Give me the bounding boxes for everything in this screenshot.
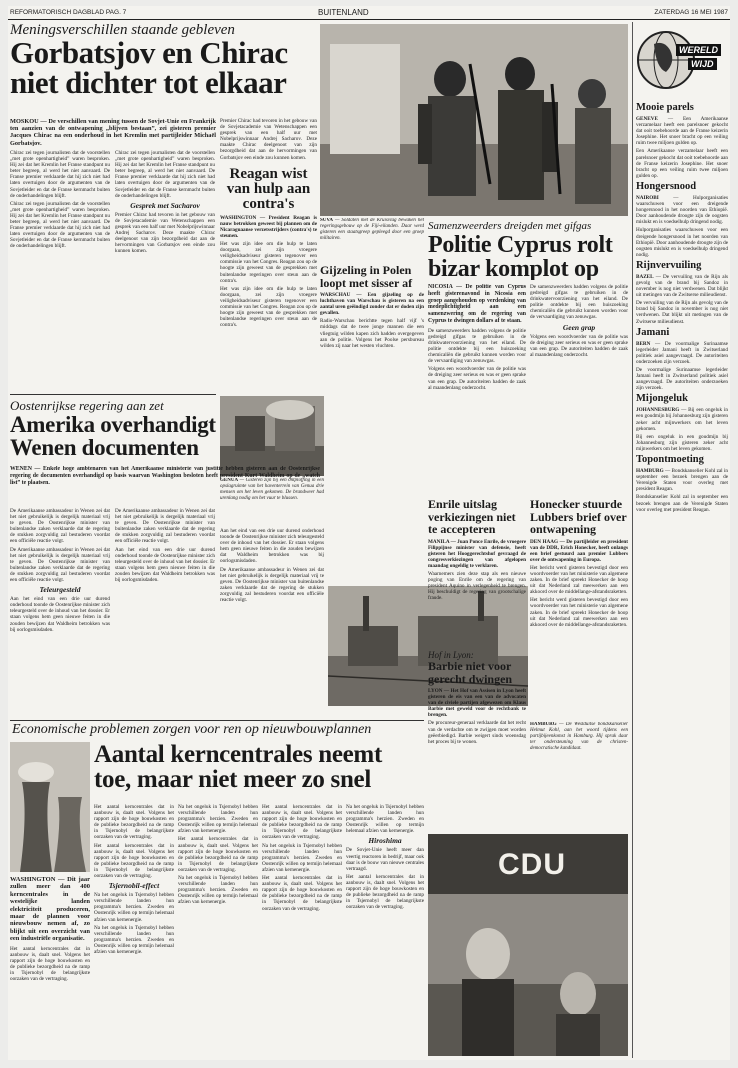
barbie-body: De procureur-generaal verklaarde dat het recht van de verdachte om te zwijgen moet worden geëerbiedigd. Barbie weigert sinds woensdag het proces bij te wonen. <box>428 720 526 745</box>
amerika-header <box>10 398 216 468</box>
lead-story-header <box>10 22 315 112</box>
kerncentrales-dateline: WASHINGTON <box>10 876 56 883</box>
amerika-body-2-col2: Aan het eind van een drie uur durend onderhoud toonde de Oostenrijkse minister zich teleurgesteld over de inhoud van het dossier. Er staan volgens hem geen nieuwe feiten in die zouden bewijzen dat Waldheim betrokken was bij oorlogsmisdaden. <box>115 546 215 584</box>
cyprus-header <box>428 220 628 280</box>
sidebar-item-title: Rijnvervuiling <box>636 259 702 271</box>
barbie-dateline: LYON <box>428 688 443 694</box>
cyprus-body: De samenzweerders hadden volgens de politie gedreigd gifgas te gebruiken in de drinkwatervoorziening van het eiland. De politie ontdekte bij een huiszoeking chemicaliën die gebruikt kunnen worden voor de vervaardiging van zenuwgas. <box>428 327 526 365</box>
gijzeling-story <box>320 264 424 390</box>
amerika-body-repeat: De Amerikaanse ambassadeur in Wenen zei dat het niet gebruikelijk is dergelijk materiaal vrij te geven. De Oostenrijkse minister van buitenlandse zaken verklaarde dat de regering de stukken zorgvuldig zal bestuderen voordat een officiële reactie volgt. <box>10 546 110 584</box>
lead-body-col-1 <box>10 150 110 390</box>
sidebar-item-text-extra: Een Amerikaanse verzamelaar heeft een parelsnoer gekocht dat ooit toebehoorde aan de Franse keizerin Josephine. Het snoer bracht op een veiling ruim twee miljoen gulden op. <box>636 148 728 179</box>
sidebar-item-text-line: NAIROBI — Hulporganisaties waarschuwen voor een dreigende hongersnood in het noorden van Ethiopië. Door aanhoudende droogte zijn de oogsten mislukt en is voedselhulp dringend nodig. <box>636 194 728 226</box>
top-photo-caption <box>320 218 424 262</box>
cyprus-lead: De politie van Cyprus heeft gisterenavond in Nicosia een groep aangehouden op verdenking van medeplichtigheid aan een samenzwering om de regering van Cyprus te dwingen dollars af te staan. <box>428 284 526 324</box>
cyprus-lead-line: NICOSIA — De politie van Cyprus heeft gisterenavond in Nicosia een groep aangehouden op verdenking van medeplichtigheid aan een samenzwering om de regering van Cyprus te dwingen dollars af te staan. <box>428 284 526 324</box>
enrile-headline: Enrile uitslag verkiezingen niet te accepteren <box>428 498 516 536</box>
newspaper-page <box>8 6 730 1060</box>
top-photo-caption-text: SUVA — Soldaten met de Kruisvlag bewaken het regeringsgebouw op de Fiji-eilanden. Daar werd gisteren een staatsgreep gepleegd door een groep militairen. <box>320 218 424 241</box>
top-photo-caption-body: Soldaten met de Kruisvlag bewaken het regeringsgebouw op de Fiji-eilanden. Daar werd gisteren een staatsgreep gepleegd door een groep militairen. <box>320 218 424 241</box>
reagan-body-repeat: Het was zijn idee om die hulp te laten doorgaan, zei zijn vroegere veiligheidsadviseur gisteren tegenover een commissie van het Congres. Reagan zou op de hoogte zijn geweest van de gesprekken met buitenlandse regeringen over steun aan de contra's. <box>220 285 317 329</box>
sidebar-item-text-line: GENEVE — Een Amerikaanse verzamelaar heeft een parelsnoer gekocht dat ooit toebehoorde aan de Franse keizerin Josephine. Het snoer bracht op een veiling ruim twee miljoen gulden op. <box>636 116 728 147</box>
kerncentrales-subhead: Tsjernobil-effect <box>108 881 160 891</box>
kerncentrales-body-2: Na het ongeluk in Tsjernobyl hebben verschillende landen hun programma's herzien. Zweden en Oostenrijk willen op termijn helemaal afzien van kernenergie. <box>94 892 174 923</box>
hamburg-caption-label: HAMBURG <box>530 722 557 727</box>
gijzeling-body: Radio-Warschau berichtte tegen half vijf 's middags dat de twee jonge mannen die een vliegtuig wilden kapen zich hadden overgegeven aan de politie. Volgens het Poolse persbureau wilden zij naar het westen vluchten. <box>320 318 424 349</box>
kerncentrales-body-3: De Sovjet-Unie heeft meer dan veertig reactoren in bedrijf, maar ook daar is de bouw van nieuwe centrales vertraagd. <box>346 847 424 872</box>
kerncentrales-body-col4: Na het ongeluk in Tsjernobyl hebben verschillende landen hun programma's herzien. Zweden en Oostenrijk willen op termijn helemaal afzien van kernenergie. <box>346 804 424 835</box>
cyprus-body-repeat: Volgens een woordvoerder van de politie was de dreiging zeer serieus en was er geen sprake van een grap. De autoriteiten hadden de zaak al maandenlang onderzocht. <box>428 366 526 391</box>
kerncentrales-body-col2: Na het ongeluk in Tsjernobyl hebben verschillende landen hun programma's herzien. Zweden en Oostenrijk willen op termijn helemaal afzien van kernenergie. <box>178 804 258 835</box>
amerika-lead-block <box>10 466 320 506</box>
amerika-kicker: Oostenrijkse regering aan zet <box>10 398 164 413</box>
barbie-story <box>428 650 526 830</box>
sidebar-item-text: Hulporganisaties waarschuwen voor een dreigende hongersnood in het noorden van Ethiopië. Door aanhoudende droogte zijn de oogsten mislukt en is voedselhulp dringend nodig. <box>636 194 728 226</box>
masthead-left: REFORMATORISCH DAGBLAD PAG. 7 <box>10 9 127 16</box>
kerncentrales-headline-2: toe, maar niet meer zo snel <box>94 766 371 793</box>
honecker-body-repeat: Het bericht werd gisteren bevestigd door een woordvoerder van het ministerie van algemene zaken. In de brief spreekt Honecker de hoop uit dat Nederland zal meewerken aan een akkoord over de middellange-afstandsraketten. <box>530 597 628 628</box>
wereld-wijd-logo <box>636 22 728 100</box>
sidebar-item-dateline: GENEVE <box>636 116 658 122</box>
sidebar-item-text: Een Amerikaanse verzamelaar heeft een parelsnoer gekocht dat ooit toebehoorde aan de Franse keizerin Josephine. Het snoer bracht op een veiling ruim twee miljoen gulden op. <box>636 116 728 147</box>
enrile-lead: Juan Ponce Enrile, de vroegere Filippijnse minister van defensie, heeft gisteren het Hooggerechtshof gevraagd de congresverkiezingen van afgelopen maandag ongeldig te verklaren. <box>428 538 526 569</box>
amerika-subhead: Teleurgesteld <box>39 585 81 595</box>
kerncentrales-lead: Dit jaar zullen meer dan 400 kerncentrales in de westelijke landen elektriciteit produceren, maar de plannen voor nieuwbouw nemen af, zo blijkt uit een overzicht van een industriële organisatie. <box>10 876 90 943</box>
amerika-body-2: Aan het eind van een drie uur durend onderhoud toonde de Oostenrijkse minister zich teleurgesteld over de inhoud van het dossier. Er staan volgens hem geen nieuwe feiten in die zouden bewijzen dat Waldheim betrokken was bij oorlogsmisdaden. <box>10 596 110 633</box>
lead-body-col-2 <box>115 150 215 390</box>
sidebar-item-title: Jamani <box>636 326 670 338</box>
kerncentrales-body-repeat: Het aantal kerncentrales dat in aanbouw is, daalt snel. Volgens het rapport zijn de hoge bouwkosten en de publieke bezorgdheid na de ramp in Tsjernobyl de belangrijkste oorzaken van de vertraging. <box>94 842 174 880</box>
sidebar-item-title: Hongersnood <box>636 180 697 192</box>
kerncentrales-body-lead-col: Het aantal kerncentrales dat in aanbouw is, daalt snel. Volgens het rapport zijn de hoge bouwkosten en de publieke bezorgdheid na de ramp in Tsjernobyl de belangrijkste oorzaken van de vertraging. <box>10 945 90 983</box>
amerika-dateline: WENEN <box>10 466 32 472</box>
sidebar-item-dateline: HAMBURG <box>636 468 664 475</box>
kerncentrales-body-col3: Het aantal kerncentrales dat in aanbouw is, daalt snel. Volgens het rapport zijn de hoge bouwkosten en de publieke bezorgdheid na de ramp in Tsjernobyl de belangrijkste oorzaken van de vertraging. <box>262 804 342 841</box>
amerika-col-3 <box>220 528 324 718</box>
enrile-lead-line: MANILA — Juan Ponce Enrile, de vroegere Filippijnse minister van defensie, heeft gisteren het Hooggerechtshof gevraagd de congresverkiezingen van afgelopen maandag ongeldig te verklaren. <box>428 538 526 569</box>
kerncentrales-body-3-repeat: Het aantal kerncentrales dat in aanbouw is, daalt snel. Volgens het rapport zijn de hoge bouwkosten en de publieke bezorgdheid na de ramp in Tsjernobyl de belangrijkste oorzaken van de vertraging. <box>346 873 424 911</box>
gijzeling-headline: Gijzeling in Polen loopt met sisser af <box>320 264 413 290</box>
reagan-story <box>220 118 317 390</box>
amerika-body-col3-b: De Amerikaanse ambassadeur in Wenen zei dat het niet gebruikelijk is dergelijk materiaal vrij te geven. De Oostenrijkse minister van buitenlandse zaken verklaarde dat de regering de stukken zorgvuldig zal bestuderen voordat een officiële reactie volgt. <box>220 566 324 604</box>
cyprus-headline-1: Politie Cyprus rolt <box>428 232 613 258</box>
amerika-col-2 <box>115 508 215 718</box>
reagan-pre-body: Premier Chirac had tevoren in het gebouw van de Sovjetacademie van Wetenschappen een gesprek van een half uur met Nobelprijswinnaar Andrej Sacharov. Deze maakte Chirac deelgenoot van zijn bezorgdheid dat aan de hervormingen van Gorbatsjov een einde zou kunnen komen. <box>220 118 317 161</box>
kerncentrales-col-2 <box>178 804 258 1056</box>
amerika-col-1 <box>10 508 110 718</box>
masthead-date: ZATERDAG 16 MEI 1987 <box>654 9 728 16</box>
amerika-lead: Enkele hoge ambtenaren van het Amerikaanse ministerie van justitie hebben gisteren aan de Oostenrijkse regering de documenten overhandigd op basis waarvan Washington besloten heeft president Kurt Waldheim op de „watch list” te plaatsen. <box>10 466 320 486</box>
kerncentrales-col-1 <box>94 804 174 1056</box>
enrile-dateline: MANILA <box>428 538 450 545</box>
lead-body-col2: Chirac zei tegen journalisten dat de voorstellen „met grote openhartigheid” waren besproken. Hij zei dat het Kremlin het Franse standpunt nu beter begreep, al werd het niet aanvaard. De Franse premier verklaarde dat hij zich niet had laten overtuigen door de argumenten van de Sovjetleider en dat de Franse kernmacht buiten de onderhandelingen blijft. <box>115 150 215 199</box>
enrile-story <box>428 498 526 648</box>
kerncentrales-body-col2-b: Het aantal kerncentrales dat in aanbouw is, daalt snel. Volgens het rapport zijn de hoge bouwkosten en de publieke bezorgdheid na de ramp in Tsjernobyl de belangrijkste oorzaken van de vertraging. <box>178 836 258 873</box>
sidebar-item-text-line: BERN — De voormalige Surinaamse legerleider Jamani heeft in Zwitserland politiek asiel aangevraagd. De autoriteiten onderzoeken zijn verzoek. <box>636 340 728 365</box>
genua-caption-label: GENUA <box>220 478 239 483</box>
sidebar-item-title: Mooie parels <box>636 102 694 113</box>
hamburg-caption-body: De Westduitse bondskanselier Helmut Kohl, aan het woord tijdens een partijbijeenkomst in Hamburg. Hij sprak daar ter ondersteuning van de christen-democratische kandidaat. <box>530 722 628 751</box>
lead-subhead: Gesprek met Sacharov <box>130 200 200 210</box>
amerika-lead-line: WENEN — Enkele hoge ambtenaren van het Amerikaanse ministerie van justitie hebben gisteren aan de Oostenrijkse regering de documenten overhandigd op basis waarvan Washington besloten heeft president Kurt Waldheim op de „watch list” te plaatsen. <box>10 466 320 486</box>
sidebar-item-text: Bondskanselier Kohl zal in september een bezoek brengen aan de Verenigde Staten voor overleg met president Reagan. <box>636 468 728 493</box>
kerncentrales-lead-col <box>10 876 90 1056</box>
honecker-lead: De partijleider en president van de DDR, Erich Honecker, heeft onlangs een brief gestuurd aan premier Lubbers over de ontwapening in Europa. <box>530 538 628 563</box>
soldiers-photo <box>320 24 628 216</box>
powerplant-illustration <box>10 742 90 872</box>
sidebar-item-title: Topontmoeting <box>636 454 704 466</box>
sidebar-item-text: De vervuiling van de Rijn als gevolg van de brand bij Sandoz in november is nog niet verdwenen. Dat blijkt uit metingen van de Zwitserse milieudienst. <box>636 273 728 299</box>
sidebar-item <box>636 454 728 513</box>
sidebar-item-text-extra: Bij een ongeluk in een goudmijn bij Johannesburg zijn gisteren zeker acht mijnwerkers om het leven gekomen. <box>636 433 728 452</box>
sidebar-item-text-line: HAMBURG — Bondskanselier Kohl zal in september een bezoek brengen aan de Verenigde Staten voor overleg met president Reagan. <box>636 468 728 493</box>
sidebar-item-text: De voormalige Surinaamse legerleider Jamani heeft in Zwitserland politiek asiel aangevraagd. De autoriteiten onderzoeken zijn verzoek. <box>636 340 728 365</box>
reagan-body: Het was zijn idee om die hulp te laten doorgaan, zei zijn vroegere veiligheidsadviseur gisteren tegenover een commissie van het Congres. Reagan zou op de hoogte zijn geweest van de gesprekken met buitenlandse regeringen over steun aan de contra's. <box>220 241 317 284</box>
honecker-lead-line: DEN HAAG — De partijleider en president van de DDR, Erich Honecker, heeft onlangs een brief gestuurd aan premier Lubbers over de ontwapening in Europa. <box>530 538 628 563</box>
kerncentrales-col-3 <box>262 804 342 1056</box>
amerika-body-col3: Aan het eind van een drie uur durend onderhoud toonde de Oostenrijkse minister zich teleurgesteld over de inhoud van het dossier. Er staan volgens hem geen nieuwe feiten in die zouden bewijzen dat Waldheim betrokken was bij oorlogsmisdaden. <box>220 528 324 565</box>
cyprus-subhead: Geen grap <box>562 322 596 332</box>
genua-illustration <box>220 396 324 476</box>
sidebar-item-text-extra: De voormalige Surinaamse legerleider Jamani heeft in Zwitserland politiek asiel aangevraagd. De autoriteiten onderzoeken zijn verzoek. <box>636 367 728 392</box>
lead-intro: MOSKOU — De verschillen van mening tussen de Sovjet-Unie en Frankrijk ten aanzien van de ontwapening „blijven bestaan”, zei gisteren premier Jacques Chirac na een onderhoud in het Kremlin met partijleider Michaël Gorbatsjov. <box>10 118 216 146</box>
genua-photo <box>220 396 324 476</box>
top-photo-caption-label: SUVA <box>320 218 333 223</box>
sidebar-item-text: Bij een ongeluk in een goudmijn bij Johannesburg zijn gisteren zeker acht mijnwerkers om het leven gekomen. <box>636 407 728 432</box>
kerncentrales-body: Het aantal kerncentrales dat in aanbouw is, daalt snel. Volgens het rapport zijn de hoge bouwkosten en de publieke bezorgdheid na de ramp in Tsjernobyl de belangrijkste oorzaken van de vertraging. <box>94 804 174 841</box>
sidebar-item <box>636 327 728 392</box>
barbie-headline: Barbie niet voor gerecht dwingen <box>428 659 513 686</box>
cdu-sign: CDU <box>498 848 566 881</box>
sidebar-item <box>636 260 728 325</box>
kerncentrales-subhead-2: Hiroshima <box>368 836 402 846</box>
sidebar-item-text-extra: De vervuiling van de Rijn als gevolg van de brand bij Sandoz in november is nog niet verdwenen. Dat blijkt uit metingen van de Zwitserse milieudienst. <box>636 300 728 325</box>
barbie-lead: Het Hof van Assisen in Lyon heeft gisteren de eis van een van de advocaten van de civiele partijen afgewezen om Klaus Barbie met geweld voor de rechtbank te brengen. <box>428 688 526 719</box>
honecker-dateline: DEN HAAG <box>530 538 559 545</box>
lead-body-repeat: Chirac zei tegen journalisten dat de voorstellen „met grote openhartigheid” waren besproken. Hij zei dat het Kremlin het Franse standpunt nu beter begreep, al werd het niet aanvaard. De Franse premier verklaarde dat hij zich niet had laten overtuigen door de argumenten van de Sovjetleider en dat de Franse kernmacht buiten de onderhandelingen blijft. <box>10 200 110 250</box>
cyprus-col-1 <box>428 284 526 494</box>
sidebar-item-title: Mijongeluk <box>636 393 688 405</box>
kerncentrales-body-col3-c: Het aantal kerncentrales dat in aanbouw is, daalt snel. Volgens het rapport zijn de hoge bouwkosten en de publieke bezorgdheid na de ramp in Tsjernobyl de belangrijkste oorzaken van de vertraging. <box>262 875 342 912</box>
honecker-headline: Honecker stuurde Lubbers brief over ontwapening <box>530 498 627 536</box>
genua-caption-text: GENUA — Gisteren zijn bij een ontploffing in een opslagruimte van het haventerrein van Genua drie mensen om het leven gekomen. De brandweer had urenlang nodig om het vuur te blussen. <box>220 478 324 501</box>
hamburg-caption-text: HAMBURG — De Westduitse bondskanselier Helmut Kohl, aan het woord tijdens een partijbijeenkomst in Hamburg. Hij sprak daar ter ondersteuning van de christen-democratische kandidaat. <box>530 722 628 751</box>
lead-headline-1: Gorbatsjov en Chirac <box>10 35 288 70</box>
amerika-body-col2: De Amerikaanse ambassadeur in Wenen zei dat het niet gebruikelijk is dergelijk materiaal vrij te geven. De Oostenrijkse minister van buitenlandse zaken verklaarde dat de regering de stukken zorgvuldig zal bestuderen voordat een officiële reactie volgt. <box>115 508 215 545</box>
kerncentrales-headline-1: Aantal kerncentrales neemt <box>94 742 382 768</box>
masthead <box>8 6 730 20</box>
cyprus-col-2 <box>530 284 628 494</box>
logo-text-1: WERELD <box>676 44 721 56</box>
sidebar-item-text-extra: Hulporganisaties waarschuwen voor een dreigende hongersnood in het noorden van Ethiopië. Door aanhoudende droogte zijn de oogsten mislukt en is voedselhulp dringend nodig. <box>636 227 728 258</box>
amerika-headline-1: Amerika overhandigt <box>10 412 216 437</box>
reagan-lead-line: WASHINGTON — President Reagan is nauw betrokken geweest bij plannen om de Nicaraguaanse verzetsstrijders (contra's) te steunen. <box>220 214 317 239</box>
sidebar-item <box>636 102 728 179</box>
cyprus-headline-2: bizar komplot op <box>428 256 599 280</box>
gijzeling-lead: Een gijzeling op de luchthaven van Warschau is gisteren na een aantal uren geëindigd zonder dat er doden zijn gevallen. <box>320 292 424 317</box>
enrile-body: Waarnemers zien deze stap als een nieuwe poging van Enrile om de regering van president Aquino in verlegenheid te brengen. Hij beschuldigt de regering van grootschalige fraude. <box>428 570 526 602</box>
honecker-body: Het bericht werd gisteren bevestigd door een woordvoerder van het ministerie van algemene zaken. In de brief spreekt Honecker de hoop uit dat Nederland zal meewerken aan een akkoord over de middellange-afstandsraketten. <box>530 564 628 596</box>
honecker-story <box>530 498 628 718</box>
sidebar-item-dateline: BERN <box>636 340 651 347</box>
sidebar-item-text-line: BAZEL — De vervuiling van de Rijn als gevolg van de brand bij Sandoz in november is nog niet verdwenen. Dat blijkt uit metingen van de Zwitserse milieudienst. <box>636 273 728 299</box>
barbie-kicker: Hof in Lyon: <box>428 650 474 660</box>
sidebar-item-text-extra: Bondskanselier Kohl zal in september een bezoek brengen aan de Verenigde Staten voor overleg met president Reagan. <box>636 494 728 513</box>
reagan-dateline: WASHINGTON <box>220 214 257 221</box>
genua-caption-body: Gisteren zijn bij een ontploffing in een opslagruimte van het haventerrein van Genua drie mensen om het leven gekomen. De brandweer had urenlang nodig om het vuur te blussen. <box>220 478 324 501</box>
cyprus-dateline: NICOSIA <box>428 284 453 290</box>
lead-body: Chirac zei tegen journalisten dat de voorstellen „met grote openhartigheid” waren besproken. Hij zei dat het Kremlin het Franse standpunt nu beter begreep, al werd het niet aanvaard. De Franse premier verklaarde dat hij zich niet had laten overtuigen door de argumenten van de Sovjetleider en dat de Franse kernmacht buiten de onderhandelingen blijft. <box>10 150 110 199</box>
cyprus-body-2: Volgens een woordvoerder van de politie was de dreiging zeer serieus en was er geen sprake van een grap. De autoriteiten hadden de zaak al maandenlang onderzocht. <box>530 333 628 358</box>
banner-top-rule <box>10 720 424 721</box>
sidebar-item-dateline: NAIROBI <box>636 194 659 201</box>
reagan-lead: President Reagan is nauw betrokken geweest bij plannen om de Nicaraguaanse verzetsstrijders (contra's) te steunen. <box>220 214 317 239</box>
economics-banner: Economische problemen zorgen voor ren op nieuwbouwplannen <box>12 722 372 737</box>
cdu-photo <box>428 834 628 1056</box>
lead-body-2: Premier Chirac had tevoren in het gebouw van de Sovjetacademie van Wetenschappen een gesprek van een half uur met Nobelprijswinnaar Andrej Sacharov. Deze maakte Chirac deelgenoot van zijn bezorgdheid dat aan de hervormingen van Gorbatsjov een einde zou kunnen komen. <box>115 211 215 255</box>
sidebar-item-dateline: JOHANNESBURG <box>636 407 680 414</box>
amerika-top-rule <box>10 394 216 395</box>
sidebar-rule <box>632 22 633 1058</box>
reagan-headline: Reagan wist van hulp aan contra's <box>226 165 311 212</box>
gijzeling-lead-line: WARSCHAU — Een gijzeling op de luchthaven van Warschau is gisteren na een aantal uren geëindigd zonder dat er doden zijn gevallen. <box>320 292 424 317</box>
sidebar-item-text-line: JOHANNESBURG — Bij een ongeluk in een goudmijn bij Johannesburg zijn gisteren zeker acht mijnwerkers om het leven gekomen. <box>636 407 728 432</box>
logo-text-2: WIJD <box>688 58 717 70</box>
kerncentrales-body-2-repeat: Na het ongeluk in Tsjernobyl hebben verschillende landen hun programma's herzien. Zweden en Oostenrijk willen op termijn helemaal afzien van kernenergie. <box>94 924 174 955</box>
lead-headline-2: niet dichter tot elkaar <box>10 65 287 100</box>
kerncentrales-lead-line: WASHINGTON — Dit jaar zullen meer dan 400 kerncentrales in de westelijke landen elektriciteit produceren, maar de plannen voor nieuwbouw nemen af, zo blijkt uit een overzicht van een industriële organisatie. <box>10 876 90 943</box>
powerplant-photo <box>10 742 90 872</box>
hamburg-caption <box>530 722 628 782</box>
gijzeling-dateline: WARSCHAU <box>320 292 351 298</box>
sidebar <box>636 22 728 1058</box>
amerika-headline-2: Wenen documenten <box>10 435 199 460</box>
cyprus-kicker: Samenzweerders dreigden met gifgas <box>428 220 592 232</box>
kerncentrales-body-col3-b: Na het ongeluk in Tsjernobyl hebben verschillende landen hun programma's herzien. Zweden en Oostenrijk willen op termijn helemaal afzien van kernenergie. <box>262 842 342 873</box>
barbie-lead-line: LYON — Het Hof van Assisen in Lyon heeft gisteren de eis van een van de advocaten van de civiele partijen afgewezen om Klaus Barbie met geweld voor de rechtbank te brengen. <box>428 688 526 719</box>
sidebar-item-dateline: BAZEL <box>636 273 654 280</box>
soldiers-illustration <box>320 24 628 216</box>
kerncentrales-col-4 <box>346 804 424 1056</box>
lead-intro-block <box>10 118 216 146</box>
cyprus-body-col2: De samenzweerders hadden volgens de politie gedreigd gifgas te gebruiken in de drinkwatervoorziening van het eiland. De politie ontdekte bij een huiszoeking chemicaliën die gebruikt kunnen worden voor de vervaardiging van zenuwgas. <box>530 284 628 321</box>
kerncentrales-body-col2-c: Na het ongeluk in Tsjernobyl hebben verschillende landen hun programma's herzien. Zweden en Oostenrijk willen op termijn helemaal afzien van kernenergie. <box>178 875 258 906</box>
sidebar-item <box>636 393 728 452</box>
sidebar-item <box>636 181 728 258</box>
masthead-section: BUITENLAND <box>318 8 369 17</box>
amerika-body: De Amerikaanse ambassadeur in Wenen zei dat het niet gebruikelijk is dergelijk materiaal vrij te geven. De Oostenrijkse minister van buitenlandse zaken verklaarde dat de regering de stukken zorgvuldig zal bestuderen voordat een officiële reactie volgt. <box>10 508 110 545</box>
kerncentrales-header <box>94 742 424 802</box>
lead-kicker: Meningsverschillen staande gebleven <box>10 22 235 38</box>
